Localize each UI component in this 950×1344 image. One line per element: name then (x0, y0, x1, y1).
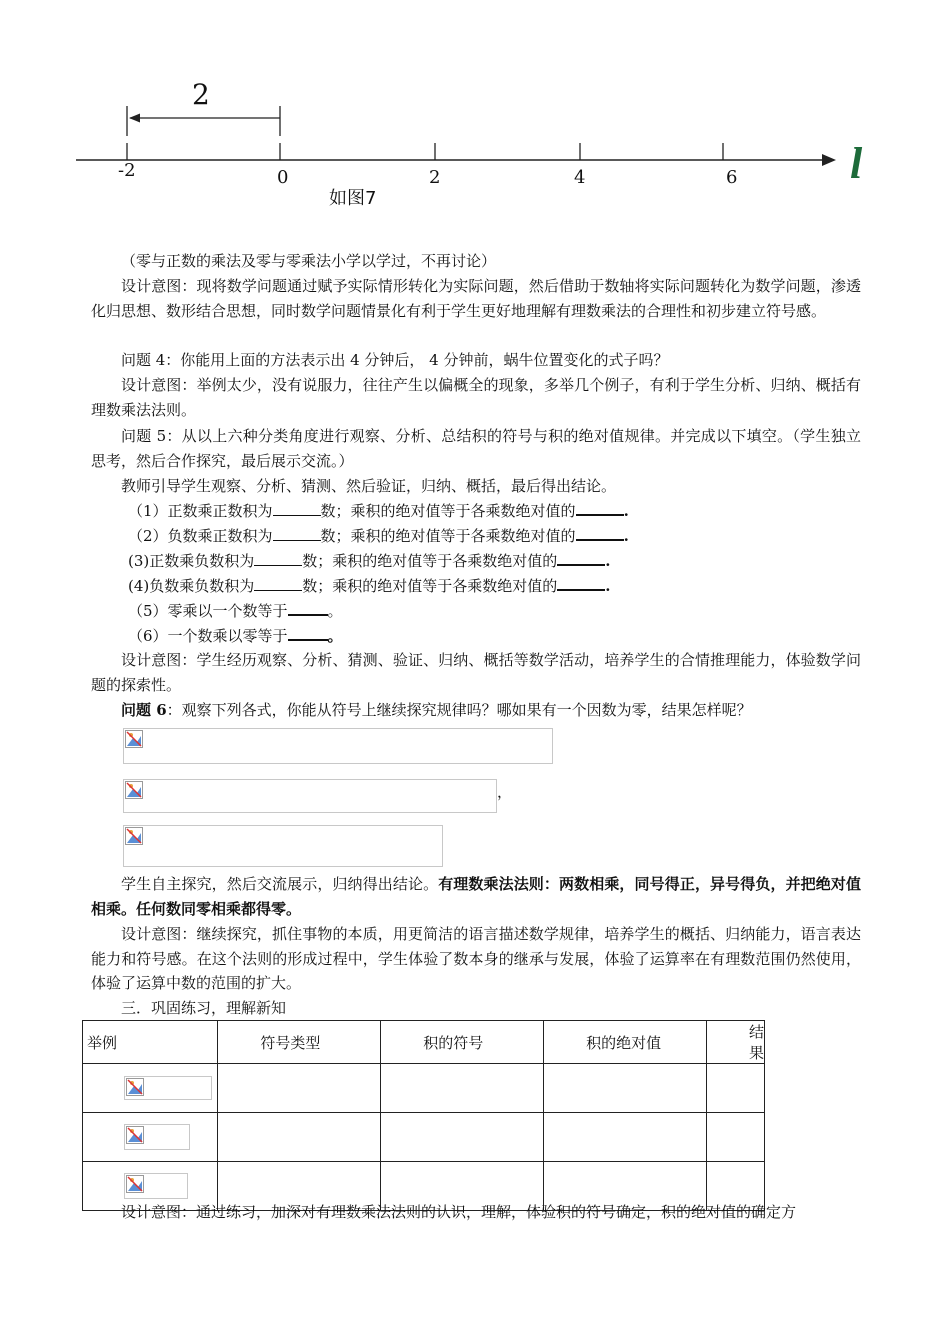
example-image (124, 1076, 212, 1100)
table-cell[interactable] (218, 1064, 381, 1113)
answer-blank[interactable] (273, 499, 321, 516)
tick-label: 0 (277, 167, 289, 188)
segment-arrow-head (129, 114, 140, 123)
formula-image (123, 728, 553, 764)
paragraph-question-4: 问题 4：你能用上面的方法表示出 4 分钟后， 4 分钟前，蜗牛位置变化的式子吗？ (121, 351, 669, 369)
table-cell (83, 1113, 218, 1162)
fill-item: (3)正数乘负数积为 数；乘积的绝对值等于各乘数绝对值的 . (128, 548, 898, 574)
table-header-row (83, 1021, 765, 1064)
answer-blank[interactable] (557, 573, 605, 591)
section-heading: 三．巩固练习，理解新知 (121, 999, 287, 1017)
table-header-cell: 积的绝对值 (544, 1021, 707, 1064)
answer-blank[interactable] (288, 598, 328, 616)
table-cell (83, 1064, 218, 1113)
tick-label: 2 (429, 167, 441, 188)
paragraph-question-6: 问题 6：观察下列各式，你能从符号上继续探究规律吗？哪如果有一个因数为零，结果怎样呢？ (121, 701, 752, 719)
paragraph-note: （零与正数的乘法及零与零乘法小学以学过，不再讨论） (121, 252, 497, 270)
table-header-cell: 举例 (83, 1021, 218, 1064)
table-cell[interactable] (706, 1113, 764, 1162)
tick-label: 6 (726, 167, 738, 188)
paragraph-design-intent-5: 设计意图：通过练习，加深对有理数乘法法则的认识，理解，体验积的符号确定，积的绝对值的确定方 (121, 1203, 797, 1221)
broken-image-icon (126, 1078, 144, 1096)
broken-image-icon (125, 730, 143, 748)
fill-item: （6）一个数乘以零等于 。 (128, 623, 898, 649)
answer-blank[interactable] (288, 623, 328, 641)
practice-table (82, 1020, 765, 1211)
table-cell[interactable] (544, 1064, 707, 1113)
number-line-figure (0, 0, 950, 215)
broken-image-icon (126, 1175, 144, 1193)
table-cell[interactable] (706, 1064, 764, 1113)
answer-blank[interactable] (254, 549, 302, 566)
fill-item: (4)负数乘负数积为 数；乘积的绝对值等于各乘数绝对值的 . (128, 573, 898, 599)
paragraph-teacher-guide: 教师引导学生观察、分析、猜测、然后验证，归纳、概括，最后得出结论。 (121, 477, 617, 495)
broken-image-icon (125, 781, 143, 799)
fill-item: （1）正数乘正数积为 数；乘积的绝对值等于各乘数绝对值的 . (128, 498, 898, 524)
axis-arrow-head (822, 154, 836, 166)
paragraph-rule: 学生自主探究，然后交流展示，归纳得出结论。有理数乘法法则：两数相乘，同号得正，异号得负，并把绝对值相乘。任何数同零相乘都得零。 (91, 875, 861, 918)
example-image (124, 1173, 188, 1199)
segment-length-label: 2 (192, 78, 210, 111)
answer-blank[interactable] (254, 574, 302, 591)
tick-label: 4 (574, 167, 586, 188)
axis-label: l (850, 139, 863, 188)
table-header-cell: 符号类型 (218, 1021, 381, 1064)
table-cell[interactable] (218, 1113, 381, 1162)
paragraph-design-intent-1: 设计意图：现将数学问题通过赋予实际情形转化为实际问题，然后借助于数轴将实际问题转化为数学问题，渗透化归思想、数形结合思想，同时数学问题情景化有利于学生更好地理解有理数乘法的合理性和初步建立符号感。 (91, 277, 861, 320)
table-header-cell: 积的符号 (381, 1021, 544, 1064)
paragraph-design-intent-4: 设计意图：继续探究，抓住事物的本质，用更简洁的语言描述数学规律，培养学生的概括、归纳能力，语言表达能力和符号感。在这个法则的形成过程中，学生体验了数本身的继承与发展，体验了运算率在有理数范围仍然使用，体验了运算中数的范围的扩大。 (91, 925, 861, 992)
table-header-cell: 结果 (706, 1021, 764, 1064)
formula-image (123, 825, 443, 867)
tick-label: -2 (118, 160, 136, 181)
paragraph-design-intent-2: 设计意图：举例太少，没有说服力，往往产生以偏概全的现象，多举几个例子，有利于学生分析、归纳、概括有理数乘法法则。 (91, 376, 861, 419)
answer-blank[interactable] (273, 524, 321, 541)
paragraph-question-5: 问题 5：从以上六种分类角度进行观察、分析、总结积的符号与积的绝对值规律。并完成以下填空。（学生独立思考，然后合作探究，最后展示交流。） (91, 427, 861, 470)
broken-image-icon (125, 827, 143, 845)
fill-item: （5）零乘以一个数等于 。 (128, 598, 898, 624)
formula-image (123, 779, 497, 813)
comma: ， (497, 783, 513, 801)
answer-blank[interactable] (576, 523, 624, 541)
broken-image-icon (126, 1126, 144, 1144)
answer-blank[interactable] (557, 548, 605, 566)
table-cell[interactable] (544, 1113, 707, 1162)
table-cell[interactable] (381, 1064, 544, 1113)
fill-item: （2）负数乘正数积为 数；乘积的绝对值等于各乘数绝对值的 . (128, 523, 898, 549)
answer-blank[interactable] (576, 498, 624, 516)
figure-caption: 如图7 (329, 188, 377, 209)
table-row (83, 1113, 765, 1162)
table-row (83, 1064, 765, 1113)
table-cell[interactable] (381, 1113, 544, 1162)
paragraph-design-intent-3: 设计意图：学生经历观察、分析、猜测、验证、归纳、概括等数学活动，培养学生的合情推理能力，体验数学问题的探索性。 (91, 651, 861, 694)
example-image (124, 1124, 190, 1150)
